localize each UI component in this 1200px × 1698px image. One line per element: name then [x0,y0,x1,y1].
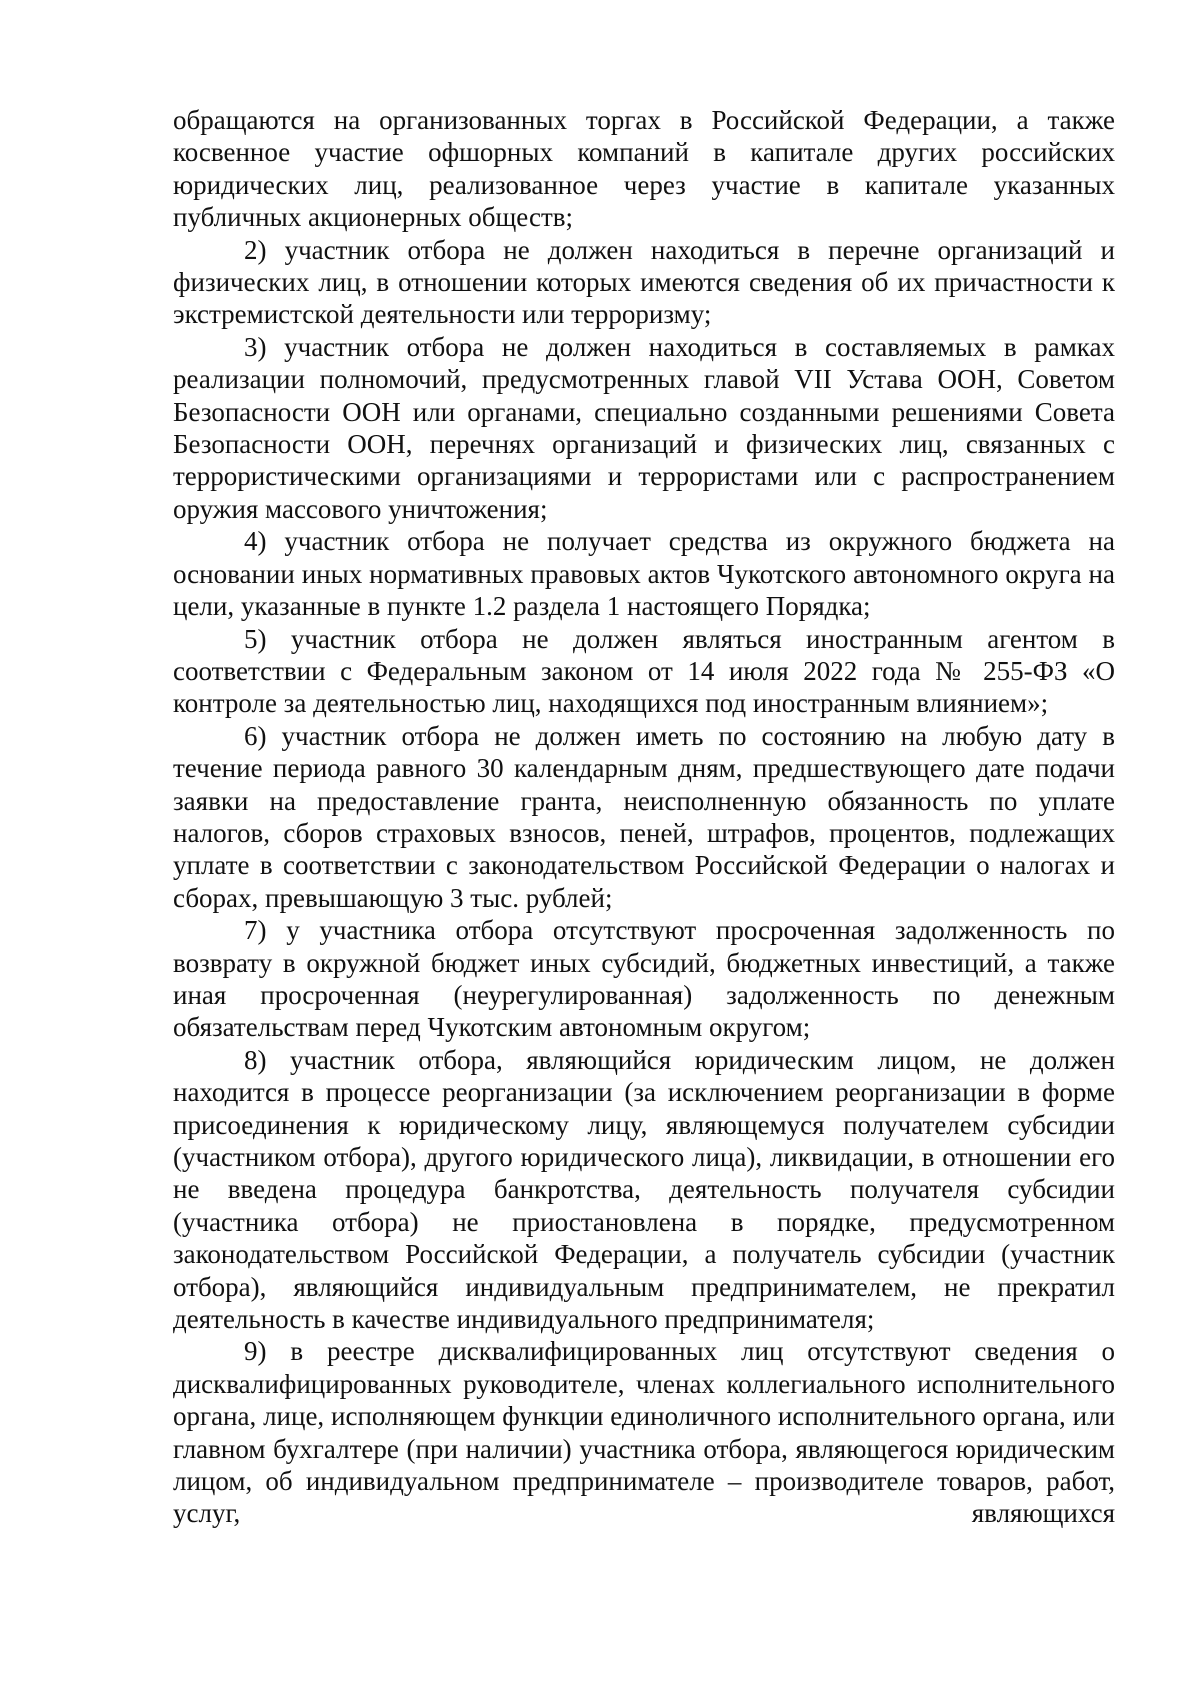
paragraph-item-2: 2) участник отбора не должен находиться в перечне организаций и физических лиц, в отношении которых имеются сведения об их причастности к экстремистской деятельности или терроризму; [173,234,1115,330]
paragraph-item-4: 4) участник отбора не получает средства из окружного бюджета на основании иных нормативных правовых актов Чукотского автономного округа на цели, указанные в пункте 1.2 раздела 1 настоящего Порядка; [173,526,1115,622]
paragraph-item-8: 8) участник отбора, являющийся юридическим лицом, не должен находится в процессе реорганизации (за исключением реорганизации в форме присоединения к юридическому лицу, являющемуся получателем субсидии (участником отбора), другого юридического лица), ликвидации, в отношении его не введена процедура банкротства, деятельность получателя субсидии (участника отбора) не приостановлена в порядке, предусмотренном законодательством Российской Федерации, а получатель субсидии (участник отбора), являющийся индивидуальным предпринимателем, не прекратил деятельность в качестве индивидуального предпринимателя; [173,1044,1115,1335]
paragraph-item-7: 7) у участника отбора отсутствуют просроченная задолженность по возврату в окружной бюджет иных субсидий, бюджетных инвестиций, а также иная просроченная (неурегулированная) задолженность по денежным обязательствам перед Чукотским автономным округом; [173,915,1115,1043]
paragraph-continuation: обращаются на организованных торгах в Российской Федерации, а также косвенное участие офшорных компаний в капитале других российских юридических лиц, реализованное через участие в капитале указанных публичных акционерных обществ; [173,105,1115,233]
document-page [173,104,1115,1530]
paragraph-item-6: 6) участник отбора не должен иметь по состоянию на любую дату в течение периода равного 30 календарным дням, предшествующего дате подачи заявки на предоставление гранта, неисполненную обязанность по уплате налогов, сборов страховых взносов, пеней, штрафов, процентов, подлежащих уплате в соответствии с законодательством Российской Федерации о налогах и сборах, превышающую 3 тыс. рублей; [173,720,1115,913]
paragraph-item-9: 9) в реестре дисквалифицированных лиц отсутствуют сведения о дисквалифицированных руководителе, членах коллегиального исполнительного органа, лице, исполняющем функции единоличного исполнительного органа, или главном бухгалтере (при наличии) участника отбора, являющегося юридическим лицом, об индивидуальном предпринимателе – производителе товаров, работ, услуг, являющихся [173,1336,1115,1529]
paragraph-item-3: 3) участник отбора не должен находиться в составляемых в рамках реализации полномочий, предусмотренных главой VII Устава ООН, Советом Безопасности ООН или органами, специально созданными решениями Совета Безопасности ООН, перечнях организаций и физических лиц, связанных с террористическими организациями и террористами или с распространением оружия массового уничтожения; [173,331,1115,524]
paragraph-item-5: 5) участник отбора не должен являться иностранным агентом в соответствии с Федеральным законом от 14 июля 2022 года № 255-ФЗ «О контроле за деятельностью лиц, находящихся под иностранным влиянием»; [173,623,1115,719]
